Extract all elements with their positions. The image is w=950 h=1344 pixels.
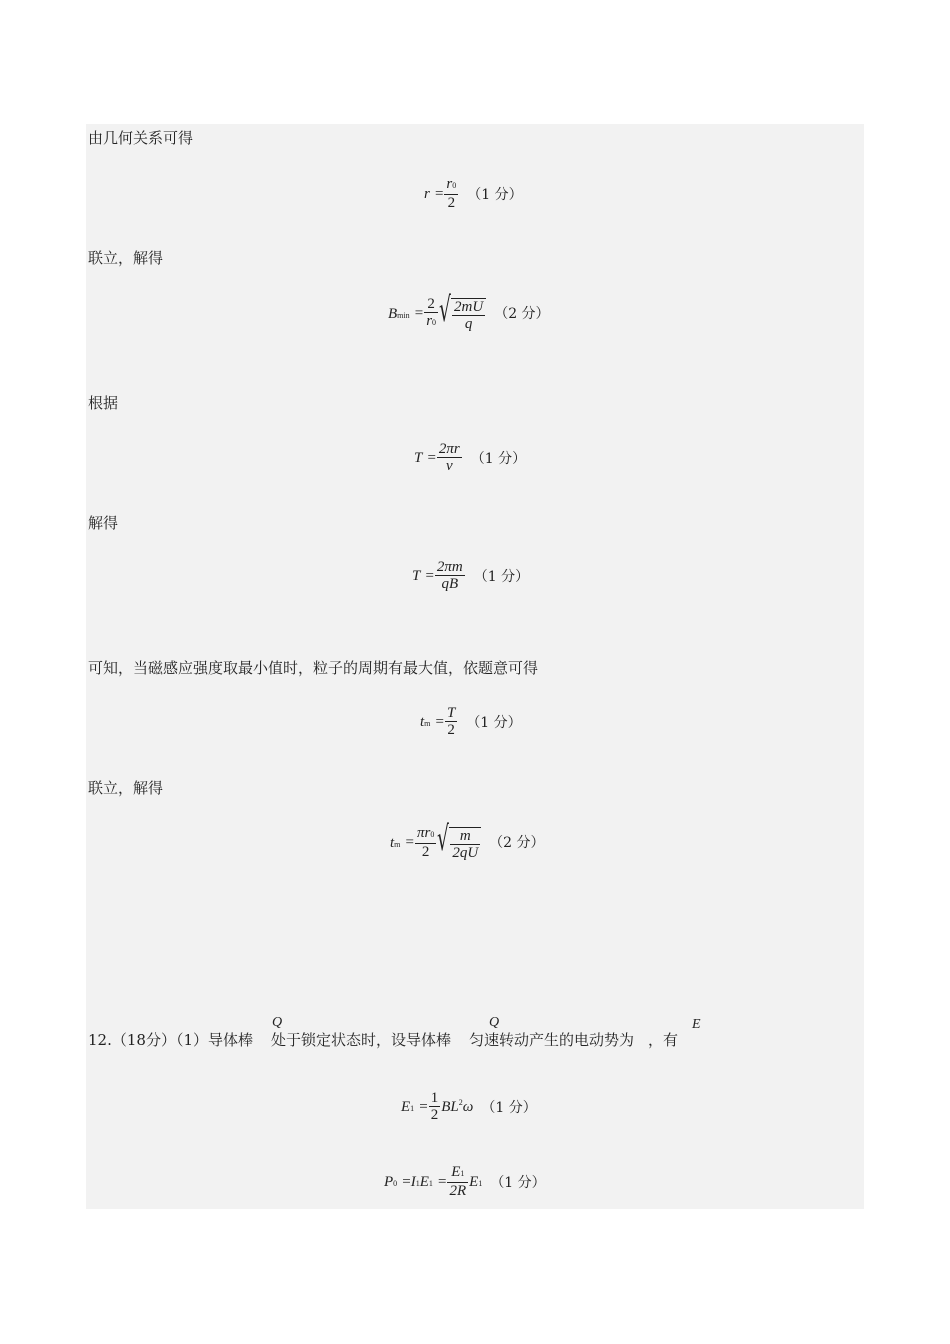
score-label: （1 分） <box>466 714 522 731</box>
var-q-2: Q <box>489 1015 500 1030</box>
equation-e1: E1 = $\frac{1}{2}$ $BL^2\omega$ （1 分） <box>401 1090 537 1123</box>
equation-period-v: T = $\frac{2\pi r}{v}$ （1 分） <box>414 441 527 474</box>
text-geometry-relation: 由几何关系可得 <box>88 129 194 147</box>
text-solve: 解得 <box>88 514 119 532</box>
equation-tm: tm = $\frac{T}{2}$ （1 分） <box>420 705 522 738</box>
equation-period-qb: T = $\frac{2\pi m}{qB}$ （1 分） <box>412 559 530 592</box>
equation-tm-result: tm = $\frac{\pi r0}{2}$ √ $\frac{m}{2qU}$ （2 分） <box>390 819 545 861</box>
text-conclusion: 可知，当磁感应强度取最小值时，粒子的周期有最大值，依题意可得 <box>88 659 539 677</box>
equation-r: r = $\frac{r0}{2}$ （1 分） <box>424 176 523 211</box>
text-according: 根据 <box>88 394 119 412</box>
score-label: （1 分） <box>467 186 523 203</box>
var-e: E <box>692 1017 701 1032</box>
var-q-1: Q <box>272 1015 283 1030</box>
text-combine-solve: 联立，解得 <box>88 249 164 267</box>
score-label: （2 分） <box>494 306 550 322</box>
score-label: （1 分） <box>490 1174 546 1191</box>
question-12-text: 12.（18分）（1）导体棒 处于锁定状态时，设导体棒 匀速转动产生的电动势为 ，有 <box>88 1031 679 1049</box>
score-label: （2 分） <box>489 835 545 851</box>
score-label: （1 分） <box>470 450 527 467</box>
equation-bmin: Bmin = $\frac{2}{r0}$ √ $\frac{2mU}{q}$ （2 分） <box>388 290 550 332</box>
text-combine-solve-2: 联立，解得 <box>88 779 164 797</box>
score-label: （1 分） <box>481 1099 537 1116</box>
equation-p0: P0 =I1E1 = $\frac{E1}{2R}$ E1 （1 分） <box>384 1164 546 1199</box>
score-label: （1 分） <box>473 568 530 585</box>
